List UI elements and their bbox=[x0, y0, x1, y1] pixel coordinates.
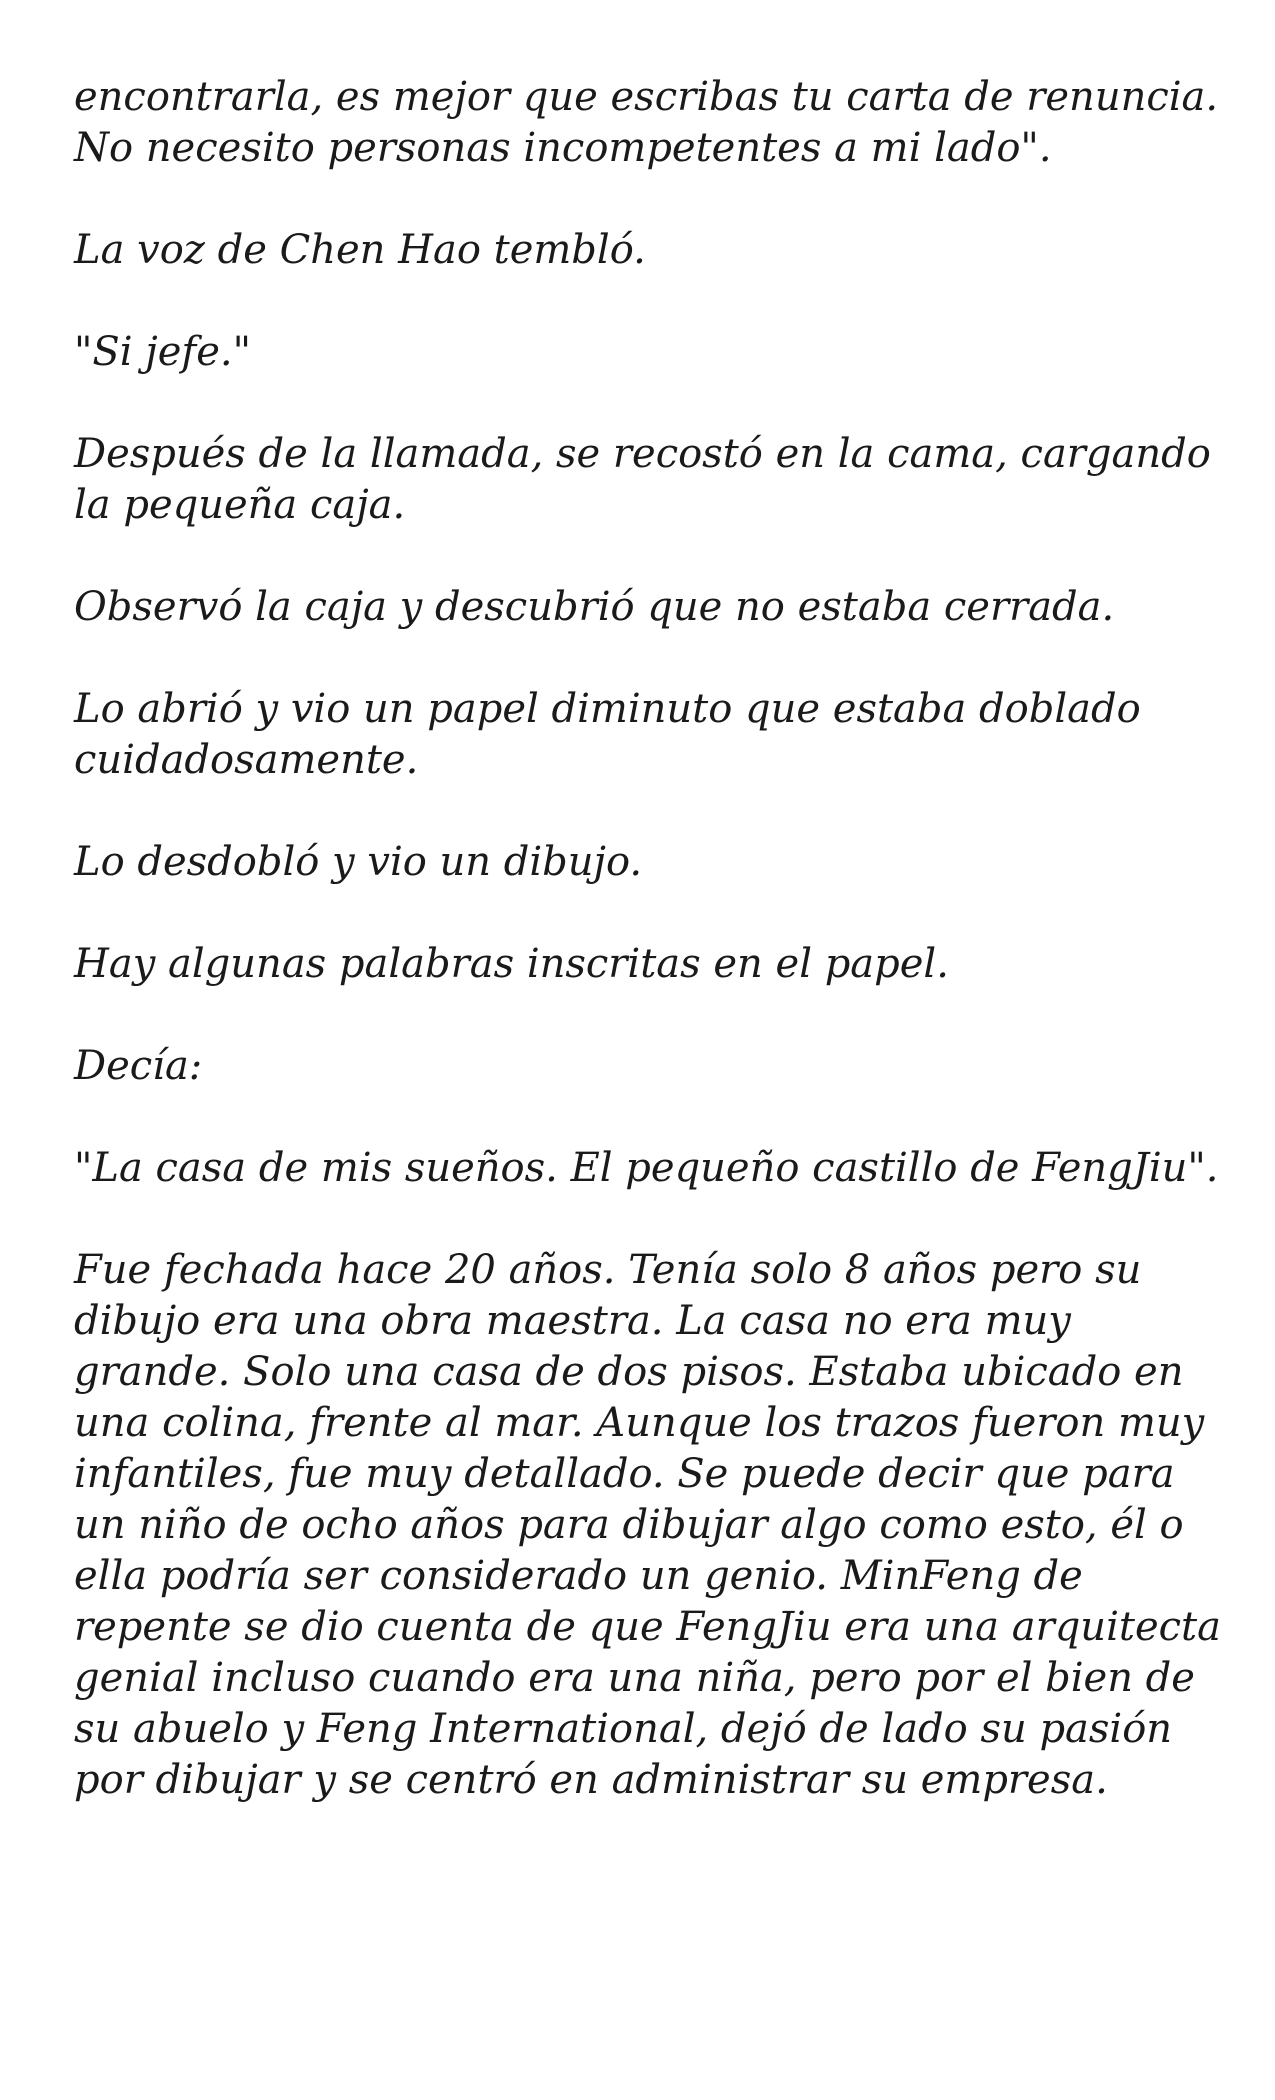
paragraph: Decía: bbox=[74, 1043, 203, 1089]
paragraph: "La casa de mis sueños. El pequeño castillo de FengJiu". bbox=[74, 1145, 1219, 1191]
document-page bbox=[74, 72, 1224, 1806]
paragraph: Hay algunas palabras inscritas en el papel. bbox=[74, 941, 949, 987]
paragraph: Observó la caja y descubrió que no estaba cerrada. bbox=[74, 584, 1115, 630]
paragraph: encontrarla, es mejor que escribas tu carta de renuncia. No necesito personas incompetentes a mi lado". bbox=[74, 74, 1219, 171]
paragraph: La voz de Chen Hao tembló. bbox=[74, 227, 646, 273]
paragraph: "Si jefe." bbox=[74, 329, 251, 375]
paragraph: Lo abrió y vio un papel diminuto que estaba doblado cuidadosamente. bbox=[74, 686, 1141, 783]
paragraph: Fue fechada hace 20 años. Tenía solo 8 años pero su dibujo era una obra maestra. La casa no era muy grande. Solo una casa de dos pisos. Estaba ubicado en una colina, frente al mar. Aunque los trazos fueron muy infantiles, fue muy detallado. Se puede decir que para un niño de ocho años para dibujar algo como esto, él o ella podría ser considerado un genio. MinFeng de repente se dio cuenta de que FengJiu era una arquitecta genial incluso cuando era una niña, pero por el bien de su abuelo y Feng International, dejó de lado su pasión por dibujar y se centró en administrar su empresa. bbox=[74, 1247, 1221, 1803]
paragraph: Después de la llamada, se recostó en la cama, cargando la pequeña caja. bbox=[74, 431, 1211, 528]
paragraph: Lo desdobló y vio un dibujo. bbox=[74, 839, 643, 885]
